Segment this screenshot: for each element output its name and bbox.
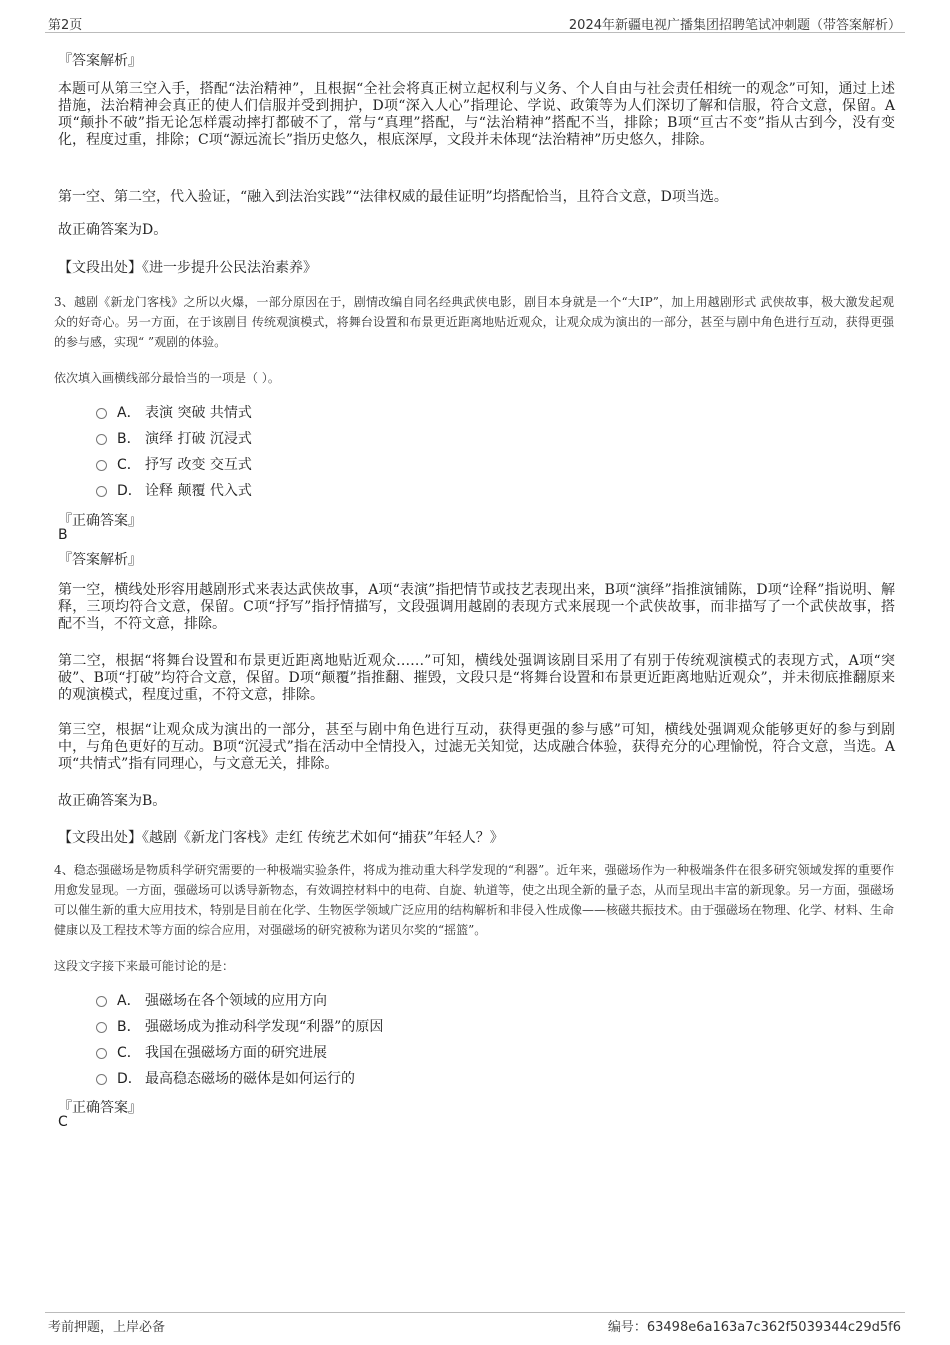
analysis-label: 『答案解析』 [58, 53, 142, 69]
analysis-paragraph: 第三空，根据“让观众成为演出的一部分，甚至与剧中角色进行互动，获得更强的参与感”可知，横线处强调观众能够更好的参与到剧中，与角色更好的互动。B项“沉浸式”指在活动中全情投入，过滤无关知觉，达成融合体验，获得充分的心理愉悦，符合文意，当选。A项“共情式”指有同理心，与文意无关，排除。 [58, 722, 895, 772]
radio-icon[interactable] [96, 1022, 107, 1033]
correct-answer-label: 『正确答案』 [58, 1100, 142, 1116]
analysis-paragraph: 第二空，根据“将舞台设置和布景更近距离地贴近观众……”可知，横线处强调该剧目采用了有别于传统观演模式的表现方式，A项“突破”、B项“打破”均符合文意，保留。D项“颠覆”指推翻、摧毁，文段只是“将舞台设置和布景更近距离地贴近观众”，并未彻底推翻原来的观演模式，程度过重，不符文意，排除。 [58, 653, 895, 703]
document-id: 编号：63498e6a163a7c362f5039344c29d5f6 [607, 1320, 901, 1335]
q4-option-c[interactable]: C． 我国在强磁场方面的研究进展 [96, 1042, 327, 1062]
analysis-paragraph: 第一空，横线处形容用越剧形式来表达武侠故事，A项“表演”指把情节或技艺表现出来，B项“演绎”指推演铺陈，D项“诠释”指说明、解释，三项均符合文意，保留。C项“抒写”指抒情描写，文段强调用越剧的表现方式来展现一个武侠故事，而非描写了一个武侠故事，搭配不当，不符文意，排除。 [58, 582, 895, 632]
analysis-label: 『答案解析』 [58, 552, 142, 568]
source-citation: 【文段出处】《进一步提升公民法治素养》 [58, 260, 317, 276]
q4-option-d[interactable]: D． 最高稳态磁场的磁体是如何运行的 [96, 1068, 355, 1088]
q3-option-b[interactable]: B． 演绎 打破 沉浸式 [96, 428, 252, 448]
correct-answer: C [58, 1114, 68, 1130]
question-4-text: 4、稳态强磁场是物质科学研究需要的一种极端实验条件，将成为推动重大科学发现的“利器”。近年来，强磁场作为一种极端条件在很多研究领域发挥的重要作用愈发显现。一方面，强磁场可以诱导新物态，有效调控材料中的电荷、自旋、轨道等，使之出现全新的量子态，从而呈现出丰富的新现象。另一方面，强磁场可以催生新的重大应用技术，特别是目前在化学、生物医学领域广泛应用的结构解析和非侵入性成像——核磁共振技术。由于强磁场在物理、化学、材料、生命健康以及工程技术等方面的综合应用，对强磁场的研究被称为诺贝尔奖的“摇篮”。 [54, 863, 895, 937]
document-title: 2024年新疆电视广播集团招聘笔试冲刺题（带答案解析） [568, 18, 901, 33]
q3-option-d[interactable]: D． 诠释 颠覆 代入式 [96, 480, 252, 500]
radio-icon[interactable] [96, 1048, 107, 1059]
q4-option-a[interactable]: A． 强磁场在各个领域的应用方向 [96, 990, 327, 1010]
radio-icon[interactable] [96, 996, 107, 1007]
q3-option-c[interactable]: C． 抒写 改变 交互式 [96, 454, 252, 474]
page-number: 第2页 [48, 18, 83, 33]
analysis-paragraph: 第一空、第二空，代入验证，“融入到法治实践”“法律权威的最佳证明”均搭配恰当，且符合文意，D项当选。 [58, 189, 728, 205]
question-4-prompt: 这段文字接下来最可能讨论的是： [54, 959, 235, 973]
question-3-text: 3、越剧《新龙门客栈》之所以火爆，一部分原因在于，剧情改编自同名经典武侠电影，剧目本身就是一个“大IP”，加上用越剧形式 武侠故事，极大激发起观众的好奇心。另一方面，在于该剧目 传统观演模式，将舞台设置和布景更近距离地贴近观众，让观众成为演出的一部分，甚至与剧中角色进行互动，获得更强的参与感，实现“ ”观剧的体验。 [54, 295, 894, 349]
q3-option-a[interactable]: A． 表演 突破 共情式 [96, 402, 252, 422]
analysis-paragraph: 故正确答案为D。 [58, 222, 168, 238]
analysis-paragraph: 本题可从第三空入手，搭配“法治精神”，且根据“全社会将真正树立起权利与义务、个人自由与社会责任相统一的观念”可知，通过上述措施，法治精神会真正的使人们信服并受到拥护，D项“深入人心”指理论、学说、政策等为人们深切了解和信服，符合文意，保留。A项“颠扑不破”指无论怎样震动摔打都破不了，常与“真理”搭配，与“法治精神”搭配不当，排除；B项“亘古不变”指从古到今，没有变化，程度过重，排除；C项“源远流长”指历史悠久，根底深厚，文段并未体现“法治精神”历史悠久，排除。 [58, 81, 895, 148]
page-header [45, 12, 905, 33]
footer-slogan: 考前押题，上岸必备 [48, 1320, 166, 1335]
radio-icon[interactable] [96, 460, 107, 471]
source-citation: 【文段出处】《越剧《新龙门客栈》走红 传统艺术如何“捕获”年轻人？》 [58, 830, 504, 846]
radio-icon[interactable] [96, 1074, 107, 1085]
radio-icon[interactable] [96, 434, 107, 445]
analysis-paragraph: 故正确答案为B。 [58, 793, 167, 809]
page-footer [45, 1312, 905, 1333]
q4-option-b[interactable]: B． 强磁场成为推动科学发现“利器”的原因 [96, 1016, 383, 1036]
radio-icon[interactable] [96, 408, 107, 419]
radio-icon[interactable] [96, 486, 107, 497]
correct-answer-label: 『正确答案』 [58, 513, 142, 529]
question-3-prompt: 依次填入画横线部分最恰当的一项是（ ）。 [54, 371, 280, 385]
correct-answer: B [58, 527, 68, 543]
